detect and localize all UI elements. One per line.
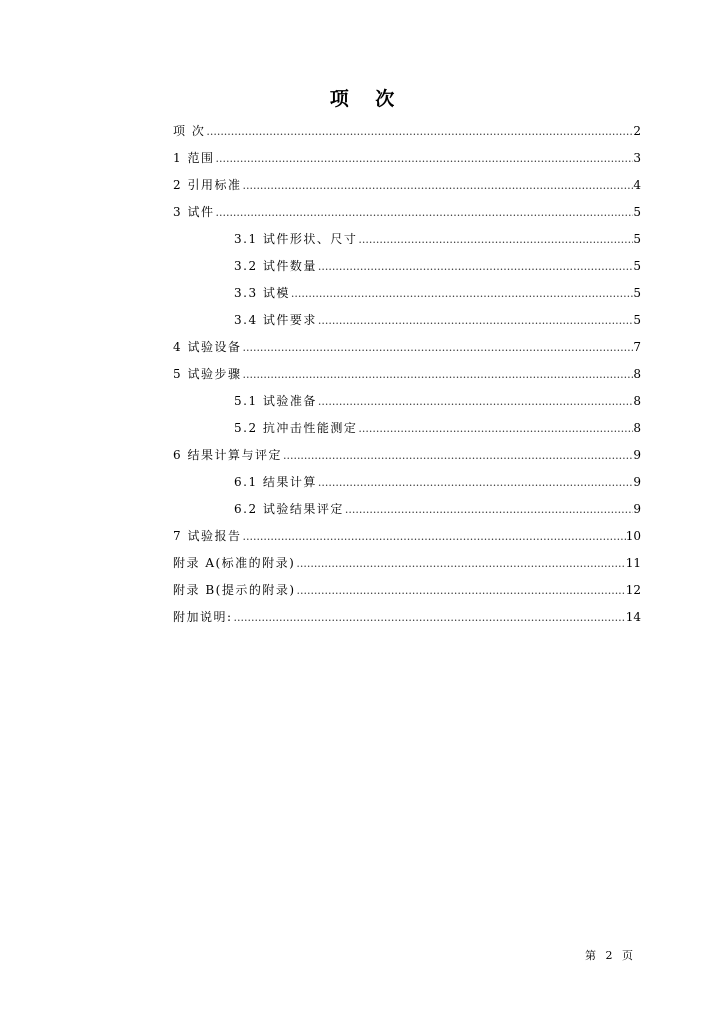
toc-subentry[interactable] [173,473,641,500]
toc-entry-page: 5 [633,205,641,219]
toc-subentry[interactable] [173,230,641,257]
toc-entry-label: 6 结果计算与评定 [173,448,282,462]
toc-dot-leader [344,503,633,516]
toc-entry[interactable] [173,149,641,176]
toc-entry-label: 附录 A(标准的附录) [173,556,296,570]
toc-entry-page: 5 [633,259,641,273]
toc-entry[interactable] [173,554,641,581]
toc-entry[interactable] [173,338,641,365]
toc-dot-leader [241,368,633,381]
toc-dot-leader [357,422,633,435]
toc-entry-label: 6.1 结果计算 [234,475,317,489]
toc-entry-label: 2 引用标准 [173,178,242,192]
toc-entry-page: 8 [633,394,641,408]
toc-entry[interactable] [173,527,641,554]
toc-dot-leader [290,287,633,300]
toc-entry-label: 项 次 [173,124,206,138]
toc-entry-label: 5.2 抗冲击性能测定 [234,421,358,435]
toc-dot-leader [295,557,625,570]
toc-dot-leader [317,476,633,489]
toc-entry-page: 4 [633,178,641,192]
toc-entry-label: 附加说明: [173,610,233,624]
toc-dot-leader [241,179,633,192]
page-title: 项 次 [329,88,405,110]
toc-entry[interactable] [173,176,641,203]
toc-entry-label: 6.2 试验结果评定 [234,502,344,516]
toc-entry-page: 2 [633,124,641,138]
toc-entry[interactable] [173,446,641,473]
toc-dot-leader [233,611,626,624]
toc-dot-leader [214,206,633,219]
toc-entry-page: 11 [625,556,641,570]
toc-dot-leader [214,152,633,165]
toc-entry-page: 10 [625,529,641,543]
toc-entry-page: 5 [633,286,641,300]
toc-entry-label: 3 试件 [173,205,215,219]
toc-entry-page: 5 [633,232,641,246]
toc-entry-page: 14 [625,610,641,624]
toc-dot-leader [205,125,633,138]
toc-dot-leader [296,584,626,597]
toc-dot-leader [357,233,633,246]
toc-entry-page: 12 [625,583,641,597]
toc-entry-page: 8 [633,421,641,435]
toc-dot-leader [241,341,633,354]
toc-entry[interactable] [173,581,641,608]
toc-subentry[interactable] [173,257,641,284]
toc-entry-label: 7 试验报告 [173,529,242,543]
toc-dot-leader [241,530,625,543]
toc-entry-label: 3.2 试件数量 [234,259,317,273]
toc-dot-leader [317,395,633,408]
toc-dot-leader [317,314,633,327]
toc-entry-label: 3.1 试件形状、尺寸 [234,232,358,246]
toc-entry-label: 4 试验设备 [173,340,242,354]
toc-dot-leader [317,260,633,273]
toc-dot-leader [282,449,633,462]
toc-entry-page: 9 [633,448,641,462]
toc-subentry[interactable] [173,500,641,527]
toc-entry[interactable] [173,608,641,635]
toc-entry-label: 1 范围 [173,151,215,165]
table-of-contents [173,122,641,635]
toc-entry-label: 3.3 试模 [234,286,290,300]
toc-entry-page: 9 [633,475,641,489]
toc-subentry[interactable] [173,419,641,446]
toc-subentry[interactable] [173,311,641,338]
toc-entry-page: 3 [633,151,641,165]
toc-entry-label: 附录 B(提示的附录) [173,583,296,597]
toc-entry[interactable] [173,122,641,149]
toc-entry-page: 9 [633,502,641,516]
toc-subentry[interactable] [173,284,641,311]
toc-entry-label: 5.1 试验准备 [234,394,317,408]
page-number-footer: 第 2 页 [585,949,636,962]
toc-entry-page: 7 [633,340,641,354]
toc-entry-page: 8 [633,367,641,381]
toc-entry-label: 3.4 试件要求 [234,313,317,327]
toc-subentry[interactable] [173,392,641,419]
toc-entry-label: 5 试验步骤 [173,367,242,381]
toc-entry[interactable] [173,365,641,392]
toc-entry[interactable] [173,203,641,230]
toc-entry-page: 5 [633,313,641,327]
